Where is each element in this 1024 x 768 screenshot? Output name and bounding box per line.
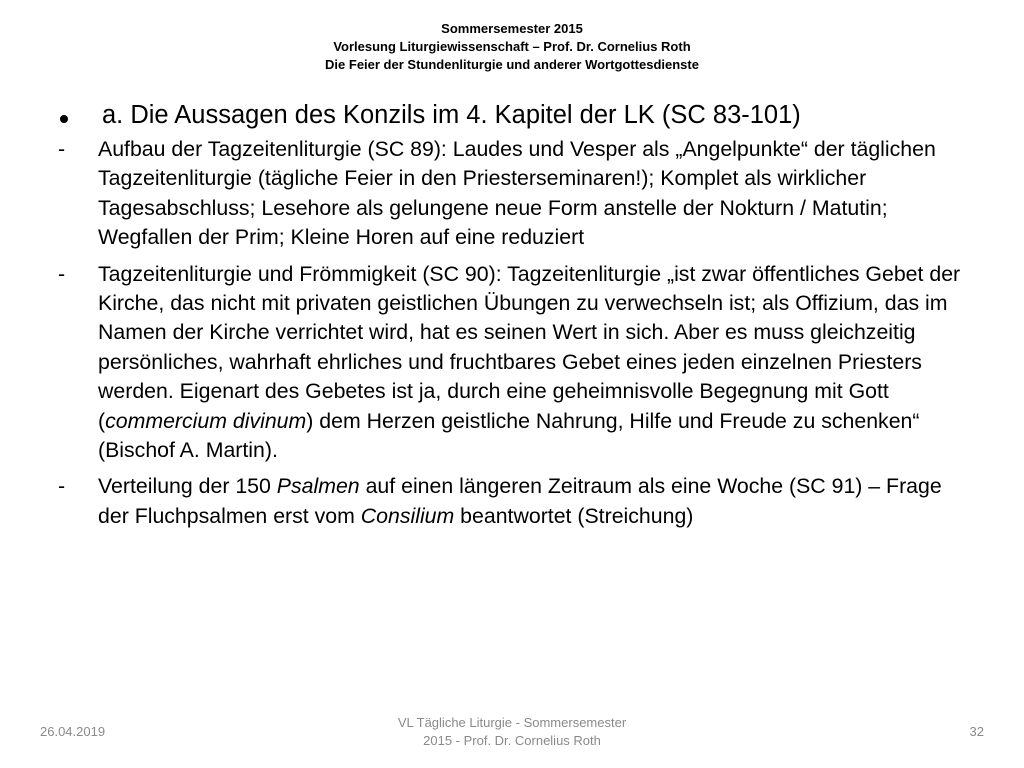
dash-item-text: [98, 260, 976, 466]
dash-text-middle: auf einen längeren Zeitraum als eine Woche (SC 91) – Frage der Fluchpsalmen erst vom: [98, 474, 942, 528]
slide-header: [0, 20, 1024, 74]
dash-item-text: [98, 472, 976, 531]
dash-item-text: Aufbau der Tagzeitenliturgie (SC 89): Laudes und Vesper als „Angelpunkte“ der täglichen Tagzeitenliturgie (tägliche Feier in den Priesterseminaren!); Komplet als wirklicher Tagesabschluss; Lesehore als gelungene neue Form anstelle der Nokturn / Matutin; Wegfallen der Prim; Kleine Horen auf eine reduziert: [98, 137, 936, 250]
dash-item-aufbau: [56, 135, 976, 253]
footer-date: 26.04.2019: [40, 724, 106, 739]
footer-title: [312, 714, 712, 750]
page-number: 32: [969, 724, 984, 739]
dash-item-froemmigkeit: [56, 260, 976, 466]
header-lecture: Vorlesung Liturgiewissenschaft – Prof. Dr. Cornelius Roth: [333, 39, 691, 54]
italic-consilium: Consilium: [360, 503, 455, 528]
bullet-heading: a. Die Aussagen des Konzils im 4. Kapitel der LK (SC 83-101): [102, 101, 801, 129]
header-semester: Sommersemester 2015: [441, 21, 583, 36]
dash-item-verteilung: [56, 472, 976, 531]
italic-psalmen: Psalmen: [276, 474, 360, 499]
dash-text-after: beantwortet (Streichung): [454, 503, 694, 528]
slide-body: [56, 100, 976, 531]
bullet-dot-icon: [60, 115, 68, 123]
dash-text-before: Verteilung der 150: [98, 474, 277, 499]
footer-title-line2: 2015 - Prof. Dr. Cornelius Roth: [423, 733, 601, 748]
bullet-item: [56, 100, 976, 131]
footer-title-line1: VL Tägliche Liturgie - Sommersemester: [397, 715, 627, 730]
latin-term: commercium divinum: [105, 408, 307, 433]
dash-text-before: Tagzeitenliturgie und Frömmigkeit (SC 90): Tagzeitenliturgie „ist zwar öffentliches Gebet der Kirche, das nicht mit privaten geistlichen Übungen zu verwechseln ist; als Offizium, das im Namen der Kirche verrichtet wird, hat es seinen Wert in sich. Aber es muss gleichzeitig persönliches, wahrhaft ehrliches und fruchtbares Gebet eines jeden einzelnen Priesters werden. Eigenart des Gebetes ist ja, durch eine geheimnisvolle Begegnung mit Gott (: [98, 261, 961, 433]
header-topic: Die Feier der Stundenliturgie und anderer Wortgottesdienste: [325, 57, 699, 72]
dash-marker: -: [58, 474, 66, 499]
dash-marker: -: [58, 261, 66, 286]
dash-text-after: ) dem Herzen geistliche Nahrung, Hilfe und Freude zu schenken“ (Bischof A. Martin).: [98, 408, 920, 463]
dash-marker: -: [58, 137, 66, 161]
bullet-marker: [56, 100, 102, 131]
